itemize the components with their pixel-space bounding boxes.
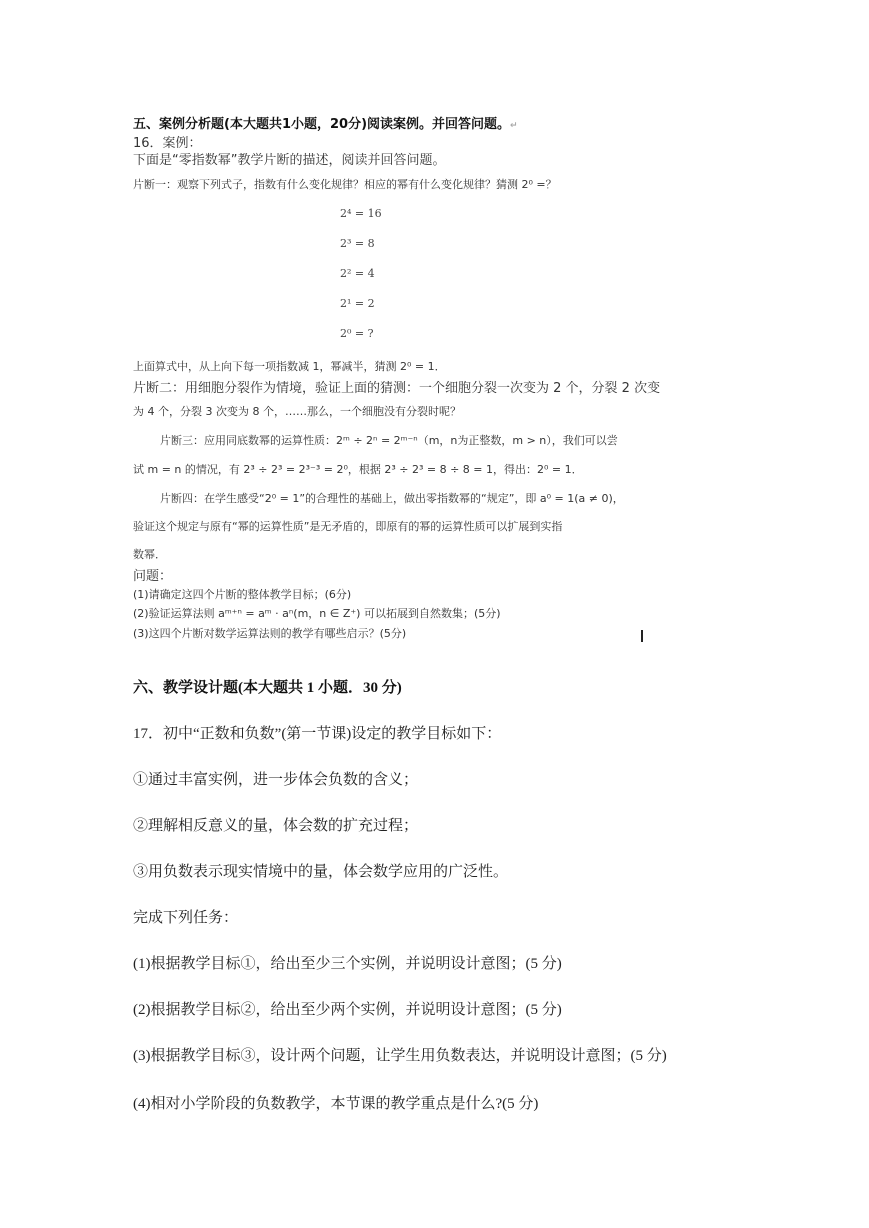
case-intro: 下面是“零指数幂”教学片断的描述，阅读并回答问题。	[133, 153, 446, 168]
fragment-2-line-2: 为 4 个，分裂 3 次变为 8 个，……那么，一个细胞没有分裂时呢？	[133, 405, 461, 418]
equation-2: 2³ = 8	[340, 237, 375, 250]
fragment-3-line-2: 试 m = n 的情况，有 2³ ÷ 2³ = 2³⁻³ = 2⁰，根据 2³ ÷ 2³ = 8 ÷ 8 = 1，得出：2⁰ = 1．	[133, 463, 583, 476]
fragment-4-line-3: 数幂．	[133, 548, 166, 561]
question-2: (2)验证运算法则 aᵐ⁺ⁿ = aᵐ · aⁿ(m，n ∈ Z⁺) 可以拓展到自然数集；(5分)	[133, 607, 501, 620]
section5-heading: 五、案例分析题(本大题共1小题，20分)阅读案例。并回答问题。↵	[133, 117, 518, 132]
fragment-1-conclusion: 上面算式中，从上向下每一项指数减 1，幂减半，猜测 2⁰ = 1．	[133, 360, 446, 373]
fragment-4-line-1: 片断四：在学生感受“2⁰ = 1”的合理性的基础上，做出零指数幂的“规定”，即 a⁰ = 1(a ≠ 0)，	[160, 492, 624, 505]
question-17: 17．初中“正数和负数”(第一节课)设定的教学目标如下：	[133, 726, 502, 742]
task-2: (2)根据教学目标②，给出至少两个实例，并说明设计意图；(5 分)	[133, 1002, 562, 1018]
tasks-label: 完成下列任务：	[133, 910, 239, 926]
teaching-goal-2: ②理解相反意义的量，体会数的扩充过程；	[133, 818, 419, 834]
equation-5: 2⁰ = ?	[340, 327, 374, 340]
section6-heading: 六、教学设计题(本大题共 1 小题．30 分)	[133, 680, 402, 696]
equation-3: 2² = 4	[340, 267, 375, 280]
task-3: (3)根据教学目标③，设计两个问题，让学生用负数表达，并说明设计意图；(5 分)	[133, 1048, 667, 1064]
fragment-1: 片断一：观察下列式子，指数有什么变化规律？相应的幂有什么变化规律？猜测 2⁰ =？	[133, 178, 557, 191]
fragment-2-line-1: 片断二：用细胞分裂作为情境，验证上面的猜测：一个细胞分裂一次变为 2 个，分裂 2 次变	[133, 381, 661, 396]
case-label: 16．案例：	[133, 136, 202, 151]
teaching-goal-3: ③用负数表示现实情境中的量，体会数学应用的广泛性。	[133, 864, 509, 880]
text-cursor	[641, 630, 643, 642]
fragment-4-line-2: 验证这个规定与原有“幂的运算性质”是无矛盾的，即原有的幂的运算性质可以扩展到实指	[133, 520, 563, 533]
task-1: (1)根据教学目标①，给出至少三个实例，并说明设计意图；(5 分)	[133, 956, 562, 972]
question-3: (3)这四个片断对数学运算法则的教学有哪些启示？(5分)	[133, 627, 407, 640]
question-1: (1)请确定这四个片断的整体教学目标；(6分)	[133, 588, 352, 601]
questions-label: 问题：	[133, 569, 173, 584]
equation-4: 2¹ = 2	[340, 297, 375, 310]
equation-1: 2⁴ = 16	[340, 207, 382, 220]
fragment-3-line-1: 片断三：应用同底数幂的运算性质：2ᵐ ÷ 2ⁿ = 2ᵐ⁻ⁿ（m，n为正整数，m > n），我们可以尝	[160, 434, 618, 447]
teaching-goal-1: ①通过丰富实例，进一步体会负数的含义；	[133, 772, 419, 788]
task-4: (4)相对小学阶段的负数教学，本节课的教学重点是什么?(5 分)	[133, 1096, 539, 1112]
